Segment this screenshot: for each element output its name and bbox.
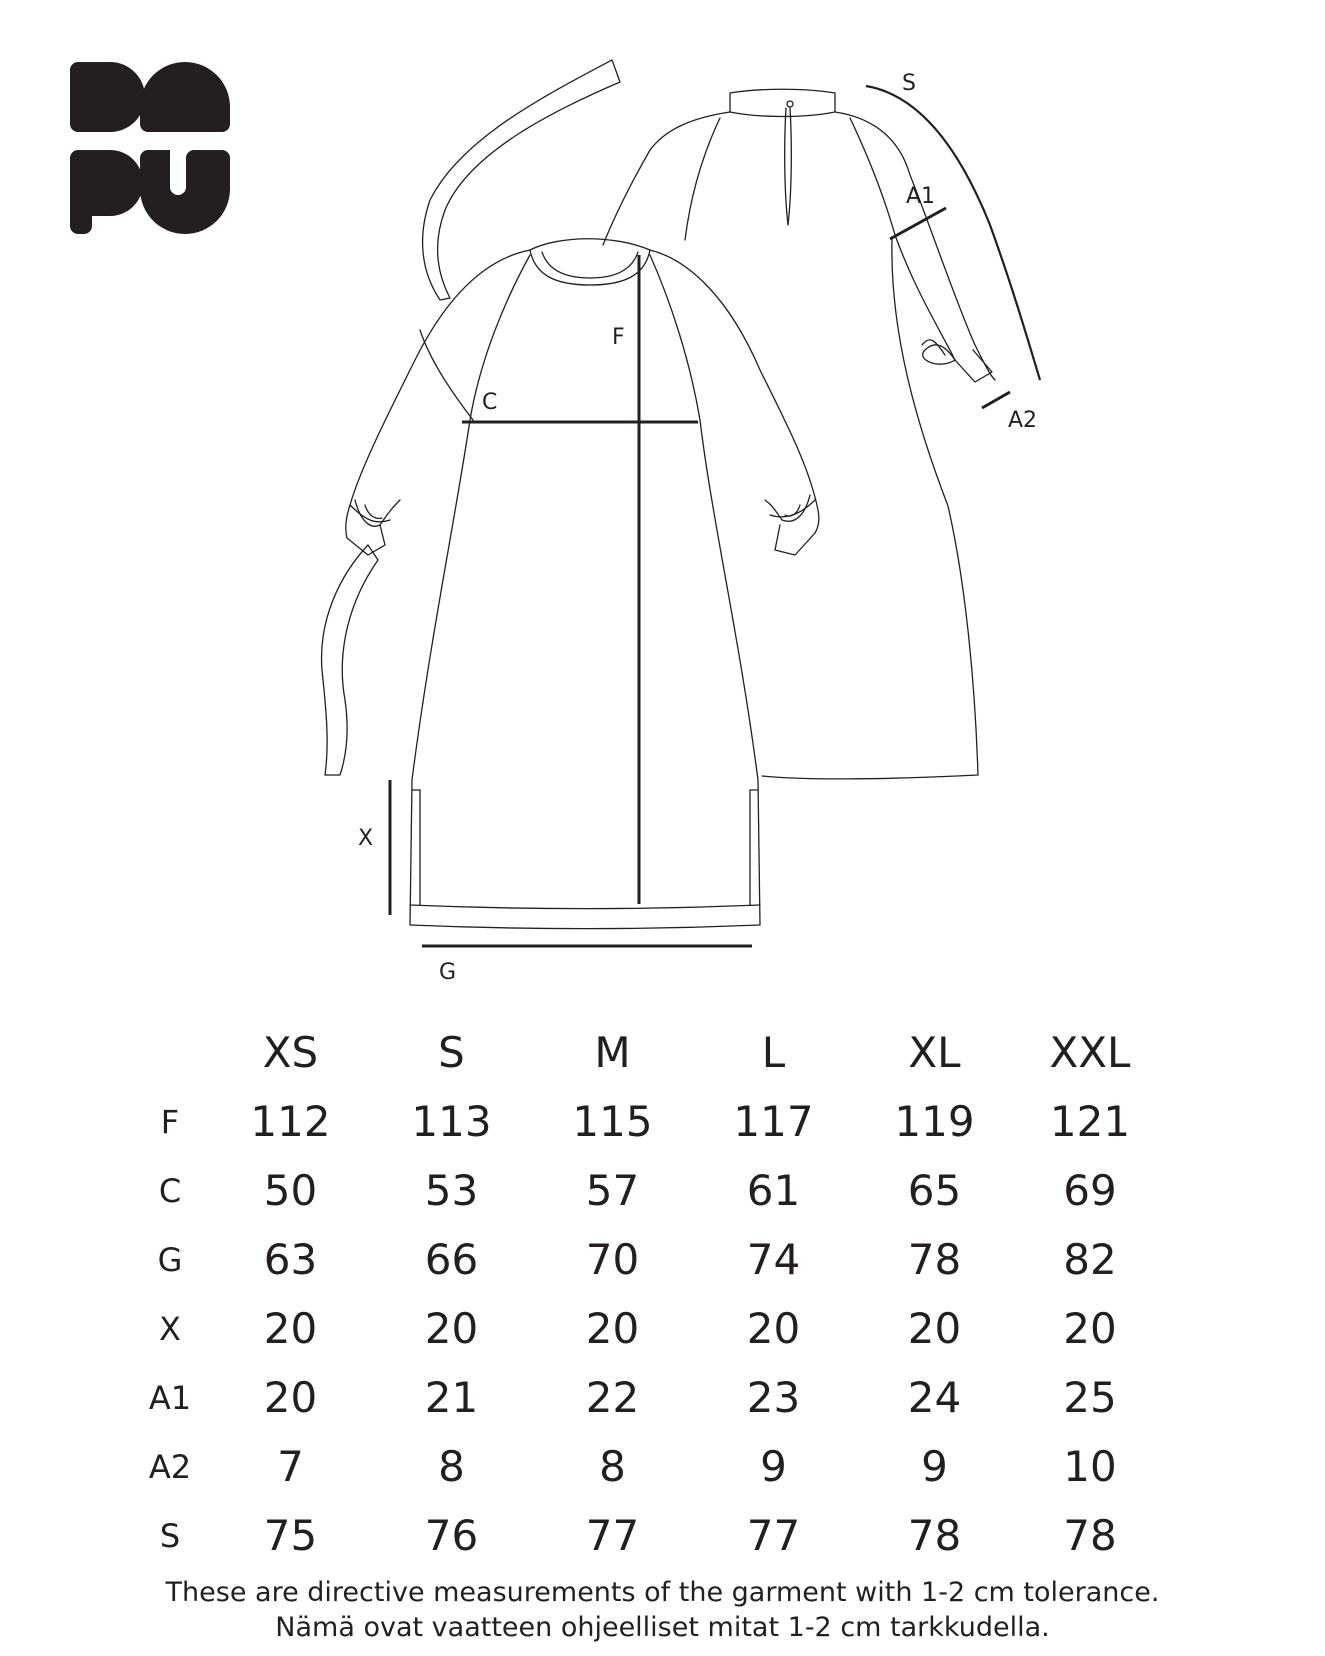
- measurement-value: 61: [746, 1166, 801, 1215]
- label-s: S: [902, 71, 916, 96]
- tie-belt-lower: [322, 545, 378, 775]
- label-a1: A1: [906, 184, 936, 209]
- measurement-value: 75: [263, 1511, 318, 1560]
- measurement-value: 82: [1063, 1235, 1117, 1284]
- measurement-value: 7: [277, 1442, 304, 1491]
- table-row: [130, 1294, 1165, 1363]
- measure-line-s: [866, 86, 1040, 380]
- measurement-value: 8: [599, 1442, 626, 1491]
- measurement-value: 25: [1063, 1373, 1117, 1422]
- table-row: [130, 1087, 1165, 1156]
- measurement-value: 50: [263, 1166, 318, 1215]
- corner-cell: [130, 1018, 210, 1087]
- measurement-value: 10: [1063, 1442, 1117, 1491]
- measurement-value: 76: [424, 1511, 479, 1560]
- measurement-value: 112: [250, 1097, 331, 1146]
- size-heading: XS: [262, 1028, 319, 1077]
- measurement-value: 22: [585, 1373, 640, 1422]
- measurement-value: 9: [921, 1442, 948, 1491]
- measurement-value: 70: [585, 1235, 640, 1284]
- back-view: [603, 89, 995, 779]
- measurement-value: 24: [907, 1373, 962, 1422]
- measurement-value: 23: [746, 1373, 801, 1422]
- measurement-value: 8: [438, 1442, 465, 1491]
- measurement-value: 57: [585, 1166, 640, 1215]
- size-heading: L: [761, 1028, 786, 1077]
- size-chart-table: [130, 1018, 1165, 1570]
- table-row: [130, 1501, 1165, 1570]
- label-x: X: [358, 826, 374, 851]
- measurement-label: G: [157, 1240, 183, 1279]
- label-a2: A2: [1008, 408, 1038, 433]
- tie-belt-upper: [423, 60, 620, 300]
- measurement-value: 69: [1063, 1166, 1117, 1215]
- label-c: C: [482, 390, 498, 415]
- tolerance-note-finnish: Nämä ovat vaatteen ohjeelliset mitat 1-2 cm tarkkudella.: [275, 1612, 1050, 1643]
- measure-line-a2: [982, 392, 1010, 408]
- table-row: [130, 1225, 1165, 1294]
- label-f: F: [612, 325, 625, 350]
- measurement-value: 113: [411, 1097, 492, 1146]
- measurement-label: S: [159, 1516, 181, 1555]
- measurement-value: 20: [263, 1304, 318, 1353]
- measurement-value: 20: [424, 1304, 479, 1353]
- table-row: [130, 1432, 1165, 1501]
- table-row: [130, 1363, 1165, 1432]
- measurement-value: 66: [424, 1235, 479, 1284]
- measurement-value: 78: [1063, 1511, 1117, 1560]
- measurement-value: 53: [424, 1166, 479, 1215]
- measurement-value: 117: [733, 1097, 814, 1146]
- size-header-row: [130, 1018, 1165, 1087]
- measure-line-a1: [890, 208, 946, 239]
- measurement-value: 21: [424, 1373, 479, 1422]
- measurement-label: X: [159, 1309, 181, 1348]
- measurement-label: A2: [148, 1447, 192, 1486]
- size-heading: M: [594, 1028, 631, 1077]
- measurement-value: 78: [907, 1511, 962, 1560]
- measurement-value: 20: [1063, 1304, 1117, 1353]
- front-view: [346, 239, 819, 929]
- measurement-value: 63: [263, 1235, 318, 1284]
- measurement-value: 78: [907, 1235, 962, 1284]
- measurement-value: 65: [907, 1166, 962, 1215]
- size-heading: S: [438, 1028, 465, 1077]
- tolerance-note-english: These are directive measurements of the garment with 1-2 cm tolerance.: [165, 1577, 1160, 1608]
- measurement-label: C: [158, 1171, 182, 1210]
- size-heading: XL: [908, 1028, 961, 1077]
- measurement-value: 74: [746, 1235, 801, 1284]
- measurement-value: 119: [894, 1097, 975, 1146]
- measurement-label: A1: [148, 1378, 192, 1417]
- measurement-value: 121: [1049, 1097, 1131, 1146]
- measurement-value: 20: [585, 1304, 640, 1353]
- label-g: G: [439, 960, 457, 985]
- measurement-value: 20: [907, 1304, 962, 1353]
- table-row: [130, 1156, 1165, 1225]
- measurement-label: F: [160, 1102, 180, 1141]
- measurement-value: 77: [746, 1511, 801, 1560]
- size-heading: XXL: [1049, 1028, 1131, 1077]
- measurement-value: 20: [263, 1373, 318, 1422]
- measurement-value: 9: [760, 1442, 787, 1491]
- measurement-value: 115: [572, 1097, 653, 1146]
- measurement-value: 77: [585, 1511, 640, 1560]
- measurement-value: 20: [746, 1304, 801, 1353]
